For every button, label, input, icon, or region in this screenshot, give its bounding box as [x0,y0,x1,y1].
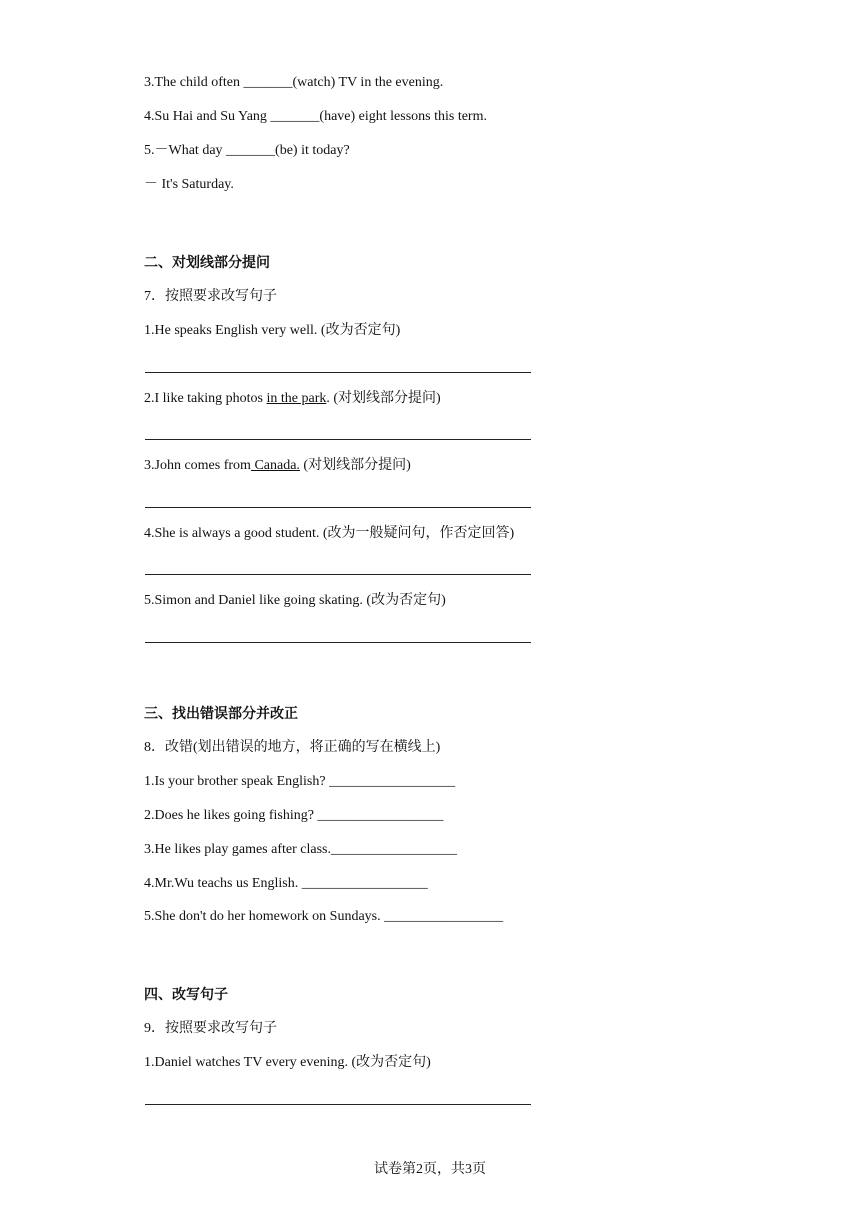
rewrite-item-4: 4.She is always a good student. (改为一般疑问句，作否定回答) [144,526,515,541]
section-3-heading: 三、找出错误部分并改正 [144,706,298,722]
answer-line-1[interactable] [145,372,531,373]
correction-item-4: 4.Mr.Wu teachs us English. __________________ [144,876,428,891]
section-3-question: 8．改错(划出错误的地方，将正确的写在横线上) [144,740,441,755]
section-4-question: 9．按照要求改写句子 [144,1021,277,1036]
rewrite-item-5: 5.Simon and Daniel like going skating. (改为否定句) [144,593,446,608]
answer-line-3[interactable] [145,507,531,508]
underlined-phrase: in the park [266,391,327,406]
rewrite-item-1: 1.Daniel watches TV every evening. (改为否定句) [144,1055,431,1070]
answer-line-section-4[interactable] [145,1104,531,1105]
rewrite-item-2-instruction: . (对划线部分提问) [326,391,441,406]
fill-blank-question-4: 4.Su Hai and Su Yang _______(have) eight lessons this term. [144,109,487,124]
fill-blank-question-3: 3.The child often _______(watch) TV in the evening. [144,75,444,90]
rewrite-item-2 [144,390,441,408]
rewrite-item-3 [144,457,411,475]
rewrite-item-1: 1.He speaks English very well. (改为否定句) [144,323,401,338]
page-footer: 试卷第2页，共3页 [374,1162,486,1177]
answer-line-2[interactable] [145,439,531,440]
answer-line-4[interactable] [145,574,531,575]
underlined-phrase: Canada. [250,458,300,473]
correction-item-5: 5.She don't do her homework on Sundays. _________________ [144,909,504,924]
section-2-question: 7．按照要求改写句子 [144,289,277,304]
answer-line-5[interactable] [145,642,531,643]
rewrite-item-3-text: 3.John comes from [144,458,251,473]
rewrite-item-3-instruction: (对划线部分提问) [299,458,411,473]
section-2-heading: 二、对划线部分提问 [144,255,270,271]
fill-blank-question-5: 5.－What day _______(be) it today? [144,143,350,158]
correction-item-1: 1.Is your brother speak English? __________________ [144,774,456,789]
correction-item-2: 2.Does he likes going fishing? __________________ [144,808,444,823]
fill-blank-question-5-answer: － It's Saturday. [144,177,234,192]
section-4-heading: 四、改写句子 [144,987,228,1003]
correction-item-3: 3.He likes play games after class.__________________ [144,842,457,857]
rewrite-item-2-text: 2.I like taking photos [144,391,267,406]
